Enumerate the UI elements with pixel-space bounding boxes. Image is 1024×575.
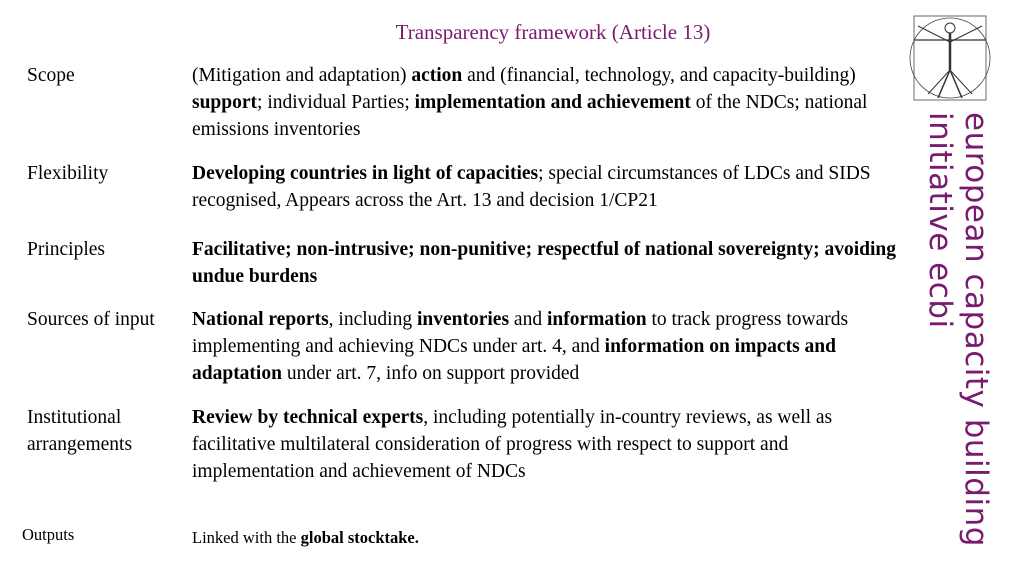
brand-line-1: european capacity building [958, 112, 994, 547]
row-label-scope: Scope [27, 65, 75, 86]
row-text-principles [192, 236, 914, 290]
bold-text-segment: implementation and achievement [414, 92, 691, 113]
row-label-institutional-arrangements: Institutional arrangements [27, 407, 133, 455]
text-segment: , including [328, 309, 417, 330]
row-text-scope [192, 62, 914, 143]
row-text-sources-of-input [192, 306, 914, 387]
text-segment: to track progress towards implementing and achieving NDCs under art. 4, and [192, 309, 849, 357]
text-segment: ; special circumstances of LDCs and SIDS recognised, Appears across the Art. 13 and decision 1/CP21 [192, 163, 871, 211]
text-segment: of the NDCs; national emissions inventories [192, 92, 868, 140]
bold-text-segment: Developing countries in light of capacities [192, 163, 539, 184]
row-text-flexibility [192, 160, 914, 214]
row-label-principles: Principles [27, 239, 105, 260]
bold-text-segment: National reports [192, 309, 329, 330]
text-segment: ; individual Parties; [257, 92, 415, 113]
row-label-flexibility: Flexibility [27, 163, 109, 184]
text-segment: and [509, 309, 547, 330]
text-segment: Linked with the [192, 528, 301, 547]
text-segment: (Mitigation and adaptation) [192, 65, 412, 86]
ecbi-brand-text [922, 112, 994, 552]
bold-text-segment: Facilitative; non-intrusive; non-punitive; respectful of national sovereignty; avoiding undue burdens [192, 239, 896, 287]
row-label-outputs: Outputs [22, 525, 75, 544]
slide-title: Transparency framework (Article 13) [395, 20, 711, 44]
row-text-institutional-arrangements [192, 404, 914, 485]
row-text-outputs [192, 524, 914, 551]
bold-text-segment: action [411, 65, 463, 86]
bold-text-segment: support [192, 92, 258, 113]
text-segment: under art. 7, info on support provided [281, 363, 580, 384]
bold-text-segment: information on impacts and adaptation [192, 336, 836, 384]
bold-text-segment: inventories [416, 309, 510, 330]
row-label-sources-of-input: Sources of input [27, 309, 155, 330]
bold-text-segment: information [546, 309, 647, 330]
text-segment: , including potentially in-country reviews, as well as facilitative multilateral consideration of progress with respect to support and implementation and achievement of NDCs [192, 407, 833, 482]
bold-text-segment: global stocktake. [300, 528, 419, 547]
brand-line-2: initiative ecbi [922, 112, 958, 329]
bold-text-segment: Review by technical experts [192, 407, 424, 428]
text-segment: and (financial, technology, and capacity-building) [462, 65, 856, 86]
